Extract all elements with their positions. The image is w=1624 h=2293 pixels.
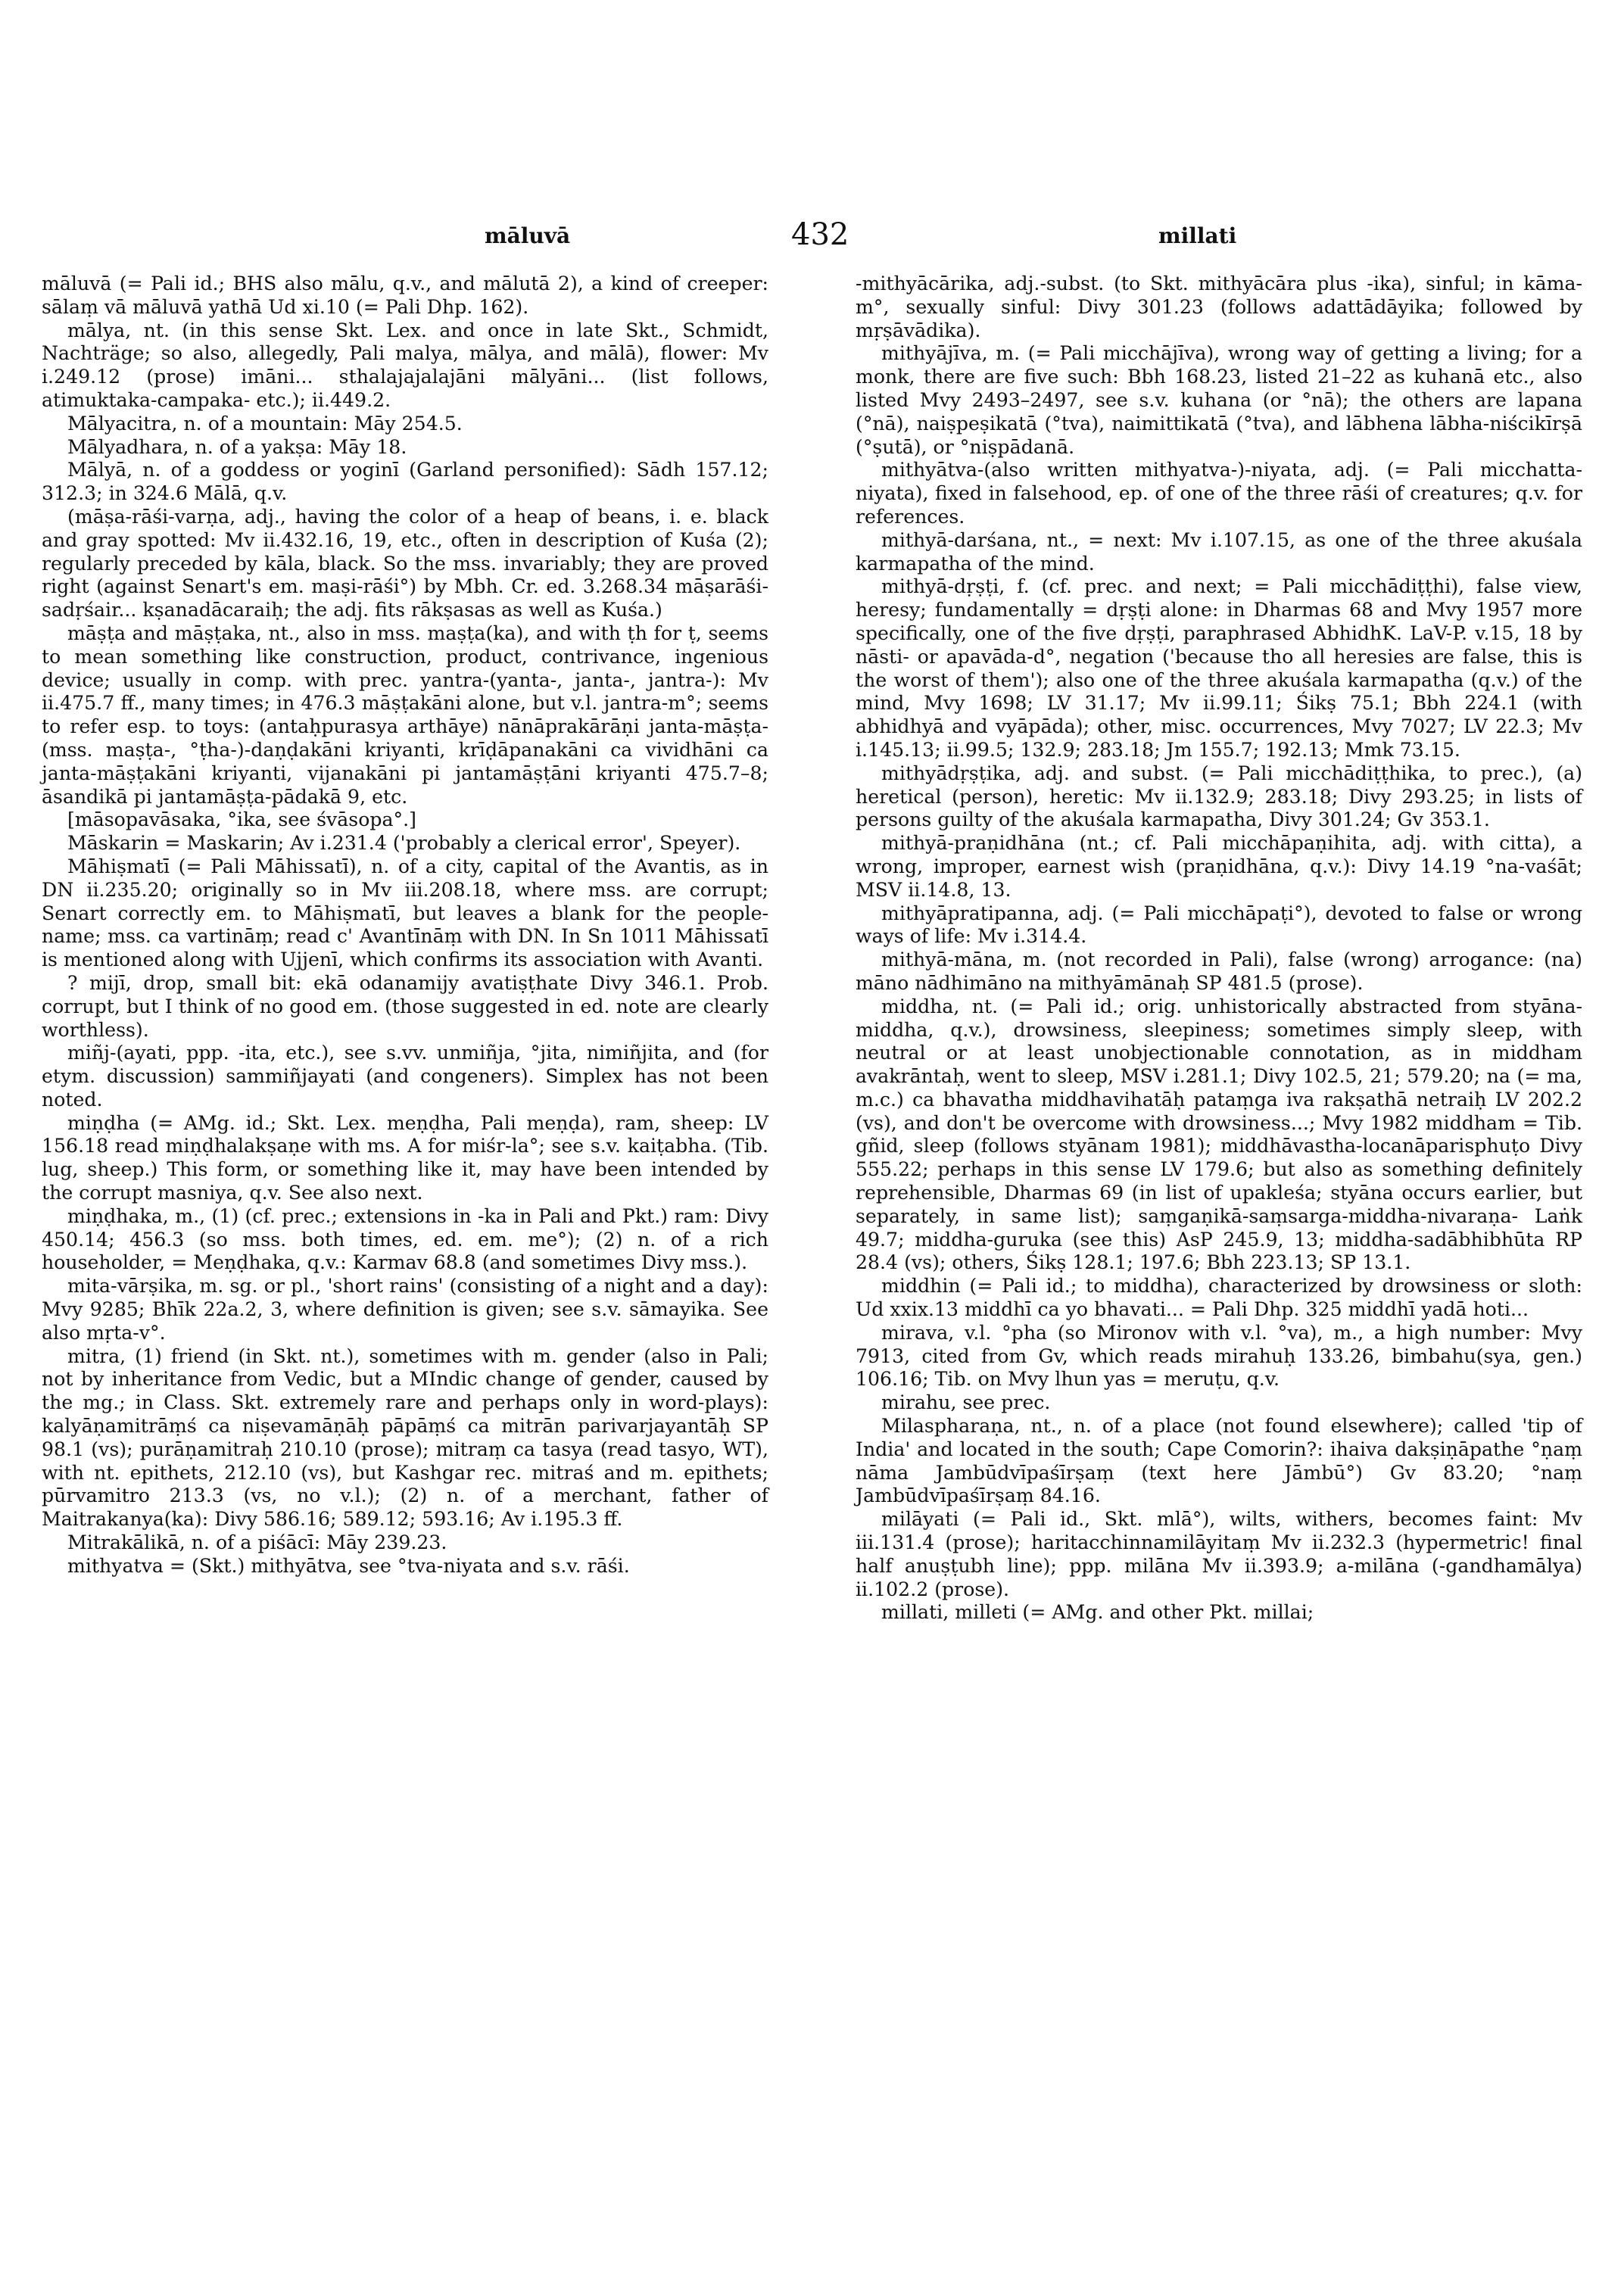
- dictionary-entry: mithyā-darśana, nt., = next: Mv i.107.15, as one of the three akuśala karmapatha of the mind.: [856, 528, 1582, 575]
- dictionary-entry: Māhiṣmatī (= Pali Māhissatī), n. of a city, capital of the Avantis, as in DN ii.235.20; originally so in Mv iii.208.18, where mss. are corrupt; Senart correctly em. to Māhiṣmatī, but leaves a blank for the people-name; mss. ca vartināṃ; read c' Avantīnāṃ with DN. In Sn 1011 Māhissatī is mentioned along with Ujjenī, which confirms its association with Avanti.: [42, 855, 768, 971]
- dictionary-entry: miṇḍha (= AMg. id.; Skt. Lex. meṇḍha, Pali meṇḍa), ram, sheep: LV 156.18 read miṇḍhalakṣaṇe with ms. A for miśr-la°; see s.v. kaiṭabha. (Tib. lug, sheep.) This form, or something like it, may have been intended by the corrupt masniya, q.v. See also next.: [42, 1111, 768, 1204]
- dictionary-entry: mithyātva-(also written mithyatva-)-niyata, adj. (= Pali micchatta-niyata), fixed in falsehood, ep. of one of the three rāśi of creatures; q.v. for references.: [856, 459, 1582, 528]
- dictionary-entry: māluvā (= Pali id.; BHS also mālu, q.v., and mālutā 2), a kind of creeper: sālaṃ vā māluvā yathā Ud xi.10 (= Pali Dhp. 162).: [42, 273, 768, 318]
- dictionary-entry: Milaspharaṇa, nt., n. of a place (not found elsewhere); called 'tip of India' and located in the south; Cape Comorin?: ihaiva dakṣiṇāpathe °ṇaṃ nāma Jambūdvīpaśīrṣaṃ (text here Jāmbū°) Gv 83.20; °naṃ Jambūdvīpaśīrṣaṃ 84.16.: [856, 1415, 1582, 1507]
- left-column: [42, 273, 768, 1578]
- dictionary-entry: millati, milleti (= AMg. and other Pkt. millai;: [881, 1601, 1314, 1624]
- dictionary-entry: milāyati (= Pali id., Skt. mlā°), wilts, withers, becomes faint: Mv iii.131.4 (prose); haritacchinnamilāyitaṃ Mv ii.232.3 (hypermetric! final half anuṣṭubh line); ppp. milāna Mv ii.393.9; a-milāna (-gandhamālya) ii.102.2 (prose).: [856, 1508, 1582, 1600]
- dictionary-entry: mithyāpratipanna, adj. (= Pali micchāpaṭi°), devoted to false or wrong ways of life: Mv i.314.4.: [856, 902, 1582, 948]
- dictionary-entry: mitra, (1) friend (in Skt. nt.), sometimes with m. gender (also in Pali; not by inheritance from Vedic, but a MIndic change of gender, caused by the mg.; in Class. Skt. extremely rare and perhaps only in word-plays): kalyāṇamitrāṃś ca niṣevamāṇāḥ pāpāṃś ca mitrān parivarjayantāḥ SP 98.1 (vs); purāṇamitraḥ 210.10 (prose); mitraṃ ca tasya (read tasyo, WT), with nt. epithets, 212.10 (vs), but Kashgar rec. mitraś and m. epithets; pūrvamitro 213.3 (vs, no v.l.); (2) n. of a merchant, father of Maitrakanya(ka): Divy 586.16; 589.12; 593.16; Av i.195.3 ff.: [42, 1344, 768, 1531]
- dictionary-entry: Mālyadhara, n. of a yakṣa: Māy 18.: [67, 435, 407, 458]
- right-guide-word: millati: [1158, 223, 1237, 248]
- dictionary-entry: mithyā-praṇidhāna (nt.; cf. Pali micchāpaṇihita, adj. with citta), a wrong, improper, earnest wish (praṇidhāna, q.v.): Divy 14.19 °na-vaśāt; MSV ii.14.8, 13.: [856, 832, 1582, 901]
- dictionary-entry: mirahu, see prec.: [881, 1391, 1051, 1414]
- dictionary-entry: mithyatva = (Skt.) mithyātva, see °tva-niyata and s.v. rāśi.: [67, 1554, 630, 1577]
- dictionary-entry: middhin (= Pali id.; to middha), characterized by drowsiness or sloth: Ud xxix.13 middhī ca yo bhavati... = Pali Dhp. 325 middhī yadā hoti...: [856, 1275, 1582, 1321]
- dictionary-entry: mirava, v.l. °pha (so Mironov with v.l. °va), m., a high number: Mvy 7913, cited from Gv, which reads mirahuḥ 133.26, bimbahu(sya, gen.) 106.16; Tib. on Mvy lhun yas = meruṭu, q.v.: [856, 1321, 1582, 1391]
- dictionary-entry: mithyā-māna, m. (not recorded in Pali), false (wrong) arrogance: (na) māno nādhimāno na mithyāmānaḥ SP 481.5 (prose).: [856, 949, 1582, 994]
- dictionary-entry: Mālyā, n. of a goddess or yoginī (Garland personified): Sādh 157.12; 312.3; in 324.6 Mālā, q.v.: [42, 459, 768, 505]
- page-header: [0, 217, 1624, 261]
- dictionary-entry: Mitrakālikā, n. of a piśācī: Māy 239.23.: [67, 1531, 447, 1554]
- right-column: [856, 273, 1582, 1625]
- left-guide-word: māluvā: [485, 223, 571, 248]
- dictionary-entry: middha, nt. (= Pali id.; orig. unhistorically abstracted from styāna-middha, q.v.), drowsiness, sleepiness; sometimes simply sleep, with neutral or at least unobjectionable connotation, as in middham avakrāntaḥ, went to sleep, MSV i.281.1; Divy 102.5, 21; 579.20; na (= ma, m.c.) ca bhavatha middhavihatāḥ pataṃga iva rakṣathā netraiḥ LV 202.2 (vs), and don't be overcome with drowsiness...; Mvy 1982 middham = Tib. gñid, sleep (follows styānam 1981); middhāvastha-locanāparisphuṭo Divy 555.22; perhaps in this sense LV 179.6; but also as something definitely reprehensible, Dharmas 69 (in list of upakleśa; styāna occurs earlier, but separately, in same list); saṃgaṇikā-saṃsarga-middha-nivaraṇa- Laṅk 49.7; middha-guruka (see this) AsP 245.9, 13; middha-sadābhibhūta RP 28.4 (vs); others, Śikṣ 128.1; 197.6; Bbh 223.13; SP 13.1.: [856, 995, 1582, 1274]
- dictionary-entry: mālya, nt. (in this sense Skt. Lex. and once in late Skt., Schmidt, Nachträge; so also, allegedly, Pali malya, mālya, and mālā), flower: Mv i.249.12 (prose) imāni... sthalajajalajāni mālyāni... (list follows, atimuktaka-campaka- etc.); ii.449.2.: [42, 319, 768, 411]
- dictionary-entry: Mālyacitra, n. of a mountain: Māy 254.5.: [67, 412, 463, 435]
- dictionary-entry: mithyādṛṣṭika, adj. and subst. (= Pali micchādiṭṭhika, to prec.), (a) heretical (person), heretic: Mv ii.132.9; 283.18; Divy 293.25; in lists of persons guilty of the akuśala karmapatha, Divy 301.24; Gv 353.1.: [856, 762, 1582, 831]
- dictionary-entry: māṣṭa and māṣṭaka, nt., also in mss. maṣṭa(ka), and with ṭh for ṭ, seems to mean something like construction, product, contrivance, ingenious device; usually in comp. with prec. yantra-(yanta-, janta-, jantra-): Mv ii.475.7 ff., many times; in 476.3 māṣṭakāni alone, but v.l. jantra-m°; seems to refer esp. to toys: (antaḥpurasya arthāye) nānāprakārāṇi janta-māṣṭa-(mss. maṣṭa-, °ṭha-)-daṇḍakāni kriyanti, krīḍāpanakāni ca vividhāni ca janta-māṣṭakāni kriyanti, vijanakāni pi jantamāṣṭāni kriyanti 475.7–8; āsandikā pi jantamāṣṭa-pādakā 9, etc.: [42, 622, 768, 808]
- dictionary-entry: mithyā-dṛṣṭi, f. (cf. prec. and next; = Pali micchādiṭṭhi), false view, heresy; fundamentally = dṛṣṭi alone: in Dharmas 68 and Mvy 1957 more specifically, one of the five dṛṣṭi, paraphrased AbhidhK. LaV-P. v.15, 18 by nāsti- or apavāda-d°, negation ('because tho all heresies are false, this is the worst of them'); also one of the three akuśala karmapatha (q.v.) of the mind, Mvy 1698; LV 31.17; Mv ii.99.11; Śikṣ 75.1; Bbh 224.1 (with abhidhyā and vyāpāda); other, misc. occurrences, Mvy 7027; LV 22.3; Mv i.145.13; ii.99.5; 132.9; 283.18; Jm 155.7; 192.13; Mmk 73.15.: [856, 575, 1582, 761]
- dictionary-entry: ? mijī, drop, small bit: ekā odanamijy avatiṣṭhate Divy 346.1. Prob. corrupt, but I think of no good em. (those suggested in ed. note are clearly worthless).: [42, 971, 768, 1041]
- page-number: 432: [791, 217, 849, 252]
- dictionary-entry: Māskarin = Maskarin; Av i.231.4 ('probably a clerical error', Speyer).: [67, 832, 741, 855]
- dictionary-entry: (māṣa-rāśi-varṇa, adj., having the color of a heap of beans, i. e. black and gray spotted: Mv ii.432.16, 19, etc., often in description of Kuśa (2); regularly preceded by kāla, black. So the mss. invariably; they are proved right (against Senart's em. maṣi-rāśi°) by Mbh. Cr. ed. 3.268.34 māṣarāśi-sadṛśair... kṣanadācaraiḥ; the adj. fits rākṣasas as well as Kuśa.): [42, 505, 768, 622]
- dictionary-entry: mita-vārṣika, m. sg. or pl., 'short rains' (consisting of a night and a day): Mvy 9285; Bhīk 22a.2, 3, where definition is given; see s.v. sāmayika. See also mṛta-v°.: [42, 1275, 768, 1344]
- dictionary-entry: mithyājīva, m. (= Pali micchājīva), wrong way of getting a living; for a monk, there are five such: Bbh 168.23, listed 21–22 as kuhanā etc., also listed Mvy 2493–2497, see s.v. kuhana (or °nā); the others are lapana (°nā), naiṣpeṣikatā (°tva), naimittikatā (°tva), and lābhena lābha-niścikīrṣā (°ṣutā), or °niṣpādanā.: [856, 342, 1582, 458]
- dictionary-entry: miṇḍhaka, m., (1) (cf. prec.; extensions in -ka in Pali and Pkt.) ram: Divy 450.14; 456.3 (so mss. both times, ed. em. me°); (2) n. of a rich householder, = Meṇḍhaka, q.v.: Karmav 68.8 (and sometimes Divy mss.).: [42, 1204, 768, 1274]
- dictionary-entry: [māsopavāsaka, °ika, see śvāsopa°.]: [67, 808, 416, 831]
- dictionary-entry: -mithyācārika, adj.-subst. (to Skt. mithyācāra plus -ika), sinful; in kāma-m°, sexually sinful: Divy 301.23 (follows adattādāyika; followed by mṛṣāvādika).: [856, 273, 1582, 341]
- dictionary-entry: miñj-(ayati, ppp. -ita, etc.), see s.vv. unmiñja, °jita, nimiñjita, and (for etym. discussion) sammiñjayati (and congeners). Simplex has not been noted.: [42, 1042, 768, 1111]
